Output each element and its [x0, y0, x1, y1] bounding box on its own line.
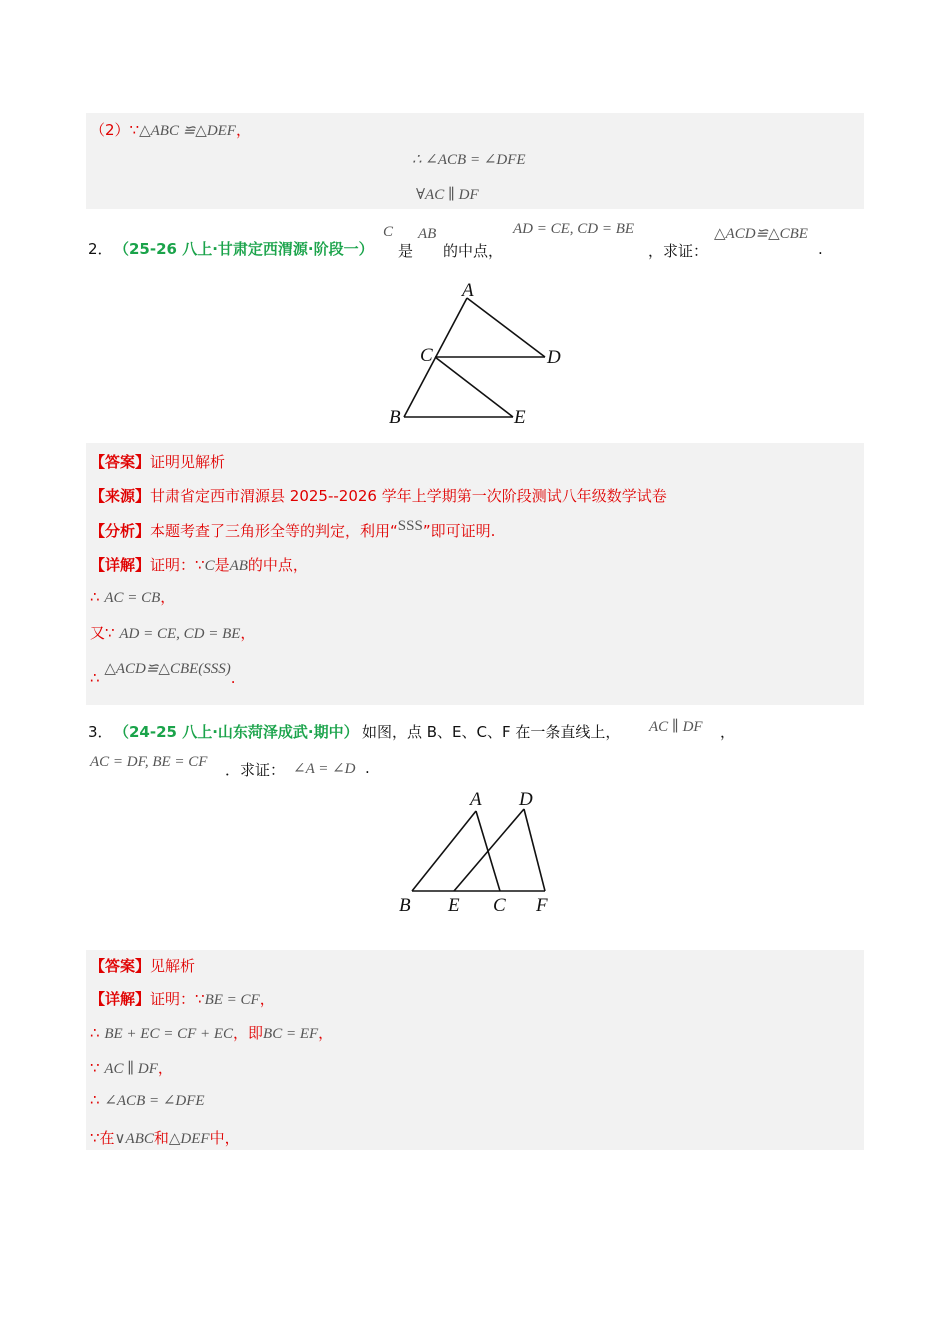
- step1-math: BE + EC = CF + EC: [104, 1026, 234, 1042]
- q2-text-midpoint: 的中点，: [443, 242, 504, 260]
- step2-math: AD = CE, CD = BE: [119, 626, 241, 642]
- q2-number: 2．: [88, 240, 113, 258]
- detail-label: 【详解】: [90, 556, 151, 574]
- step3-math: ∠ACB = ∠DFE: [104, 1093, 205, 1109]
- part2-line1: [90, 119, 251, 140]
- part2-line2: [412, 149, 526, 169]
- detail-text-1: 证明：∵: [150, 556, 205, 574]
- q2-goal-math: △ACD≌△CBE: [714, 226, 808, 242]
- detail-comma: ，: [259, 990, 275, 1008]
- part2-label: （2）: [90, 121, 130, 139]
- label-c: C: [493, 895, 506, 916]
- q2-step2: [90, 622, 255, 643]
- q2-source-tag: （25-26 八上·甘肃定西渭源·阶段一）: [114, 240, 374, 258]
- therefore-symbol: ∴: [90, 669, 100, 687]
- step1-comma: ，: [318, 1024, 334, 1042]
- detail-text: 证明：∵: [150, 990, 205, 1008]
- detail-ab: AB: [229, 558, 248, 574]
- label-a: A: [470, 789, 482, 810]
- q3-step4: [90, 1127, 240, 1148]
- segment-ba: [412, 811, 476, 891]
- label-b: B: [389, 407, 401, 428]
- answer-tag: 【答案】: [90, 453, 151, 471]
- q2-period: .: [818, 240, 823, 258]
- part2-line3: [416, 184, 479, 204]
- step1-math: AC = CB: [104, 590, 161, 606]
- analysis-label: 【分析】: [90, 522, 151, 540]
- segment-ce: [435, 357, 513, 417]
- segment-ed: [454, 809, 524, 891]
- q2-condition-math: AD = CE, CD = BE: [513, 221, 635, 237]
- step3-period: .: [230, 669, 236, 687]
- label-e: E: [448, 895, 460, 916]
- q3-source-tag: （24-25 八上·山东菏泽成武·期中）: [114, 723, 359, 741]
- therefore-symbol: ∴: [90, 1091, 100, 1109]
- q2-var-ab: AB: [418, 226, 437, 242]
- source-text: 甘肃省定西市渭源县 2025--2026 学年上学期第一次阶段测试八年级数学试卷: [150, 487, 667, 505]
- step2-prefix: 又∵: [90, 624, 115, 642]
- because-symbol: ∵: [129, 121, 140, 139]
- answer-tag: 【答案】: [90, 957, 151, 975]
- analysis-sss: SSS: [397, 518, 423, 534]
- detail-text-3: 的中点，: [247, 556, 308, 574]
- q2-answer-box: [86, 443, 864, 705]
- step1-math2: BC = EF: [263, 1026, 319, 1042]
- segment-df: [524, 809, 545, 891]
- step4-math1: ∨ABC: [114, 1131, 154, 1147]
- q2-detail-line: [90, 554, 308, 575]
- step4-end: 中，: [209, 1129, 240, 1147]
- label-e: E: [514, 407, 526, 428]
- part2-solution-box: [86, 113, 864, 209]
- q3-detail-line: [90, 988, 275, 1009]
- segment-ad: [467, 298, 545, 357]
- q3-comma: ，: [720, 723, 736, 741]
- q2-source-line: [90, 485, 667, 506]
- detail-text-2: 是: [214, 556, 230, 574]
- step2-comma: ，: [240, 624, 256, 642]
- q3-goal-math: ∠A = ∠D: [293, 761, 356, 777]
- part2-angle-equality-math: ∴ ∠ACB = ∠DFE: [412, 152, 526, 168]
- q2-analysis-line: [90, 520, 495, 541]
- q2-text-is: 是: [398, 242, 414, 260]
- part2-congruence-math: △ABC ≌△DEF: [139, 123, 236, 139]
- part2-line1-comma: ，: [235, 121, 251, 139]
- step4-and: 和: [153, 1129, 169, 1147]
- q2-answer-line: [90, 451, 225, 472]
- q3-answer-box: [86, 950, 864, 1150]
- analysis-text-1: 本题考查了三角形全等的判定，利用“: [150, 522, 398, 540]
- q3-condition2-math: AC = DF, BE = CF: [90, 754, 208, 770]
- q3-condition1-math: AC ∥ DF: [649, 719, 703, 735]
- source-label: 【来源】: [90, 487, 151, 505]
- step2-comma: ，: [157, 1059, 173, 1077]
- analysis-text-2: ”即可证明.: [422, 522, 496, 540]
- step2-math: AC ∥ DF: [104, 1061, 158, 1077]
- step4-math2: △DEF: [168, 1131, 210, 1147]
- label-c: C: [420, 345, 433, 366]
- q3-text-prove: ．求证：: [225, 761, 286, 779]
- step4-prefix: ∵在: [90, 1129, 115, 1147]
- detail-c: C: [204, 558, 215, 574]
- q2-step1: [90, 586, 175, 607]
- therefore-symbol: ∴: [90, 588, 100, 606]
- q3-step3: [90, 1091, 205, 1110]
- q3-triangle-figure: [390, 785, 565, 920]
- q2-triangle-figure: [380, 280, 570, 430]
- label-d: D: [547, 347, 561, 368]
- detail-label: 【详解】: [90, 990, 151, 1008]
- step3-math: △ACD≌△CBE(SSS): [104, 661, 231, 677]
- detail-math: BE = CF: [204, 992, 260, 1008]
- q3-answer-line: [90, 955, 195, 976]
- label-f: F: [536, 895, 548, 916]
- label-b: B: [399, 895, 411, 916]
- step1-mid: ，即: [233, 1024, 264, 1042]
- q3-step2: [90, 1057, 173, 1078]
- answer-text: 证明见解析: [150, 453, 226, 471]
- label-a: A: [462, 280, 474, 301]
- q2-var-c: C: [383, 224, 394, 240]
- because-symbol: ∵: [90, 1059, 100, 1077]
- q2-text-prove: ，求证：: [648, 242, 709, 260]
- part2-parallel-math: ∀AC ∥ DF: [416, 187, 479, 203]
- step1-comma: ，: [160, 588, 176, 606]
- q3-number: 3．: [88, 723, 113, 741]
- answer-text: 见解析: [150, 957, 196, 975]
- therefore-symbol: ∴: [90, 1024, 100, 1042]
- label-d: D: [519, 789, 533, 810]
- q3-period: .: [365, 759, 370, 777]
- q3-step1: [90, 1022, 333, 1043]
- q3-text-1: 如图，点 B、E、C、F 在一条直线上，: [362, 723, 621, 741]
- q2-step3: [90, 659, 236, 693]
